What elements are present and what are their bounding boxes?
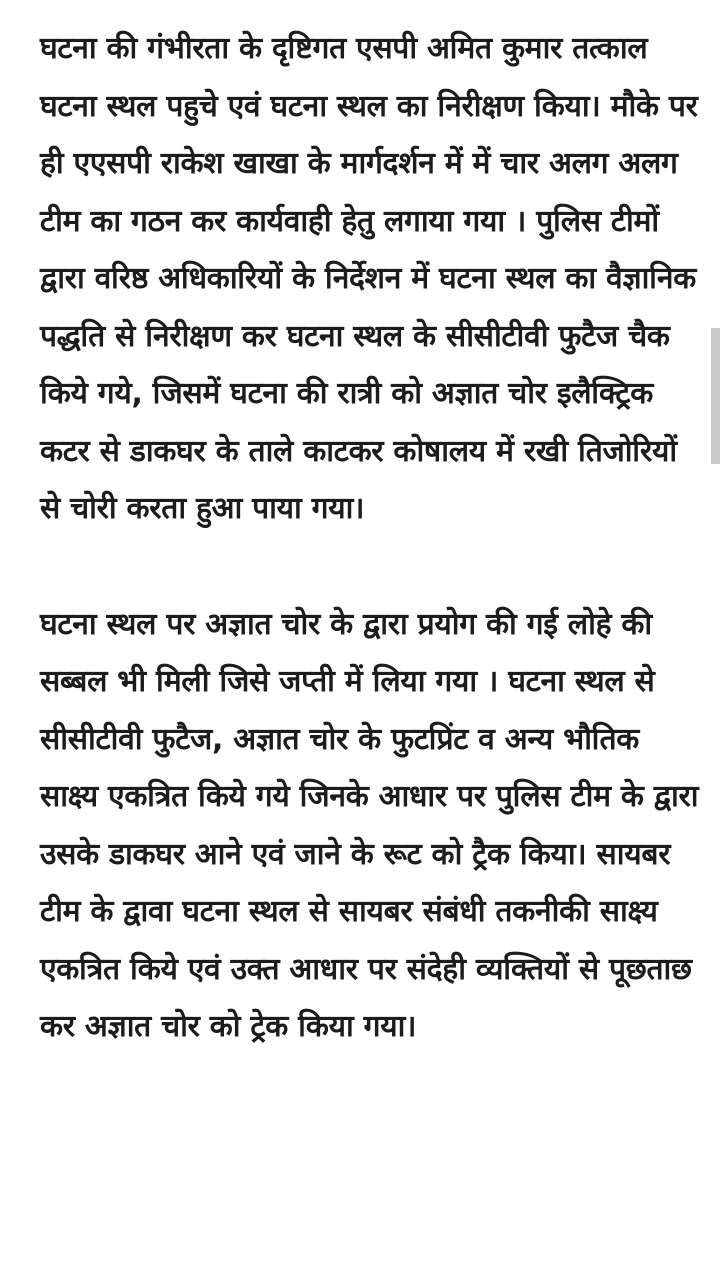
article-body (40, 20, 700, 1056)
article-paragraph-1: घटना की गंभीरता के दृष्टिगत एसपी अमित कुमार तत्काल घटना स्थल पहुचे एवं घटना स्थल का निरीक्षण किया। मौके पर ही एएसपी राकेश खाखा के मार्गदर्शन में में चार अलग अलग टीम का गठन कर कार्यवाही हेतु लगाया गया । पुलिस टीमों द्वारा वरिष्ठ अधिकारियों के निर्देशन में घटना स्थल का वैज्ञानिक पद्धति से निरीक्षण कर घटना स्थल के सीसीटीवी फुटैज चैक किये गये, जिसमें घटना की रात्री को अज्ञात चोर इलैक्ट्रिक कटर से डाकघर के ताले काटकर कोषालय में रखी तिजोरियों से चोरी करता हुआ पाया गया। (40, 31, 698, 526)
scrollbar-thumb[interactable] (711, 328, 720, 464)
article-paragraph-2: घटना स्थल पर अज्ञात चोर के द्वारा प्रयोग की गई लोहे की सब्बल भी मिली जिसे जप्ती में लिया गया । घटना स्थल से सीसीटीवी फुटैज, अज्ञात चोर के फुटप्रिंट व अन्य भौतिक साक्ष्य एकत्रित किये गये जिनके आधार पर पुलिस टीम के द्वारा उसके डाकघर आने एवं जाने के रूट को ट्रैक किया। सायबर टीम के द्वावा घटना स्थल से सायबर संबंधी तकनीकी साक्ष्य एकत्रित किये एवं उक्त आधार पर संदेही व्यक्तियों से पूछताछ कर अज्ञात चोर को ट्रेक किया गया। (40, 606, 699, 1044)
